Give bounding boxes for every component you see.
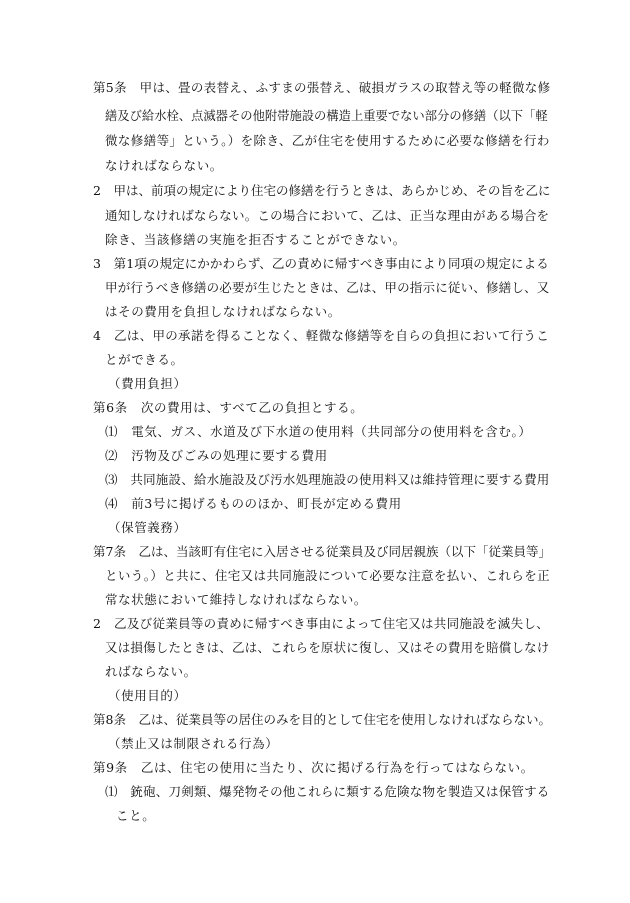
article-7-line-1: 第7条 乙は、当該町有住宅に入居させる従業員及び同居親族（以下「従業員等」 [93,544,551,559]
article-6-heading: （費用負担） [108,376,187,391]
article-6-item-2: ⑵ 汚物及びごみの処理に要する費用 [105,448,328,463]
article-9-item-1-line-2: こと。 [116,808,156,823]
article-7-line-3: 常な状態において維持しなければならない。 [105,592,368,607]
article-8-lead: 第8条 乙は、従業員等の居住のみを目的として住宅を使用しなければならない。 [93,712,551,727]
article-7-para-2-line-1: 2 乙及び従業員等の責めに帰すべき事由によって住宅又は共同施設を滅失し、 [93,616,550,631]
article-9-heading: （禁止又は制限される行為） [108,736,279,751]
article-5-line-2: 繕及び給水栓、点滅器その他附帯施設の構造上重要でない部分の修繕（以下「軽 [105,109,548,123]
article-9-item-1-line-1: ⑴ 銃砲、刀剣類、爆発物その他これらに類する危険な物を製造又は保管する [105,784,550,799]
article-5-para-4-line-1: 4 乙は、甲の承諾を得ることなく、軽微な修繕等を自らの負担において行うこ [93,328,550,343]
article-5-para-3-line-3: はその費用を負担しなければならない。 [105,304,341,319]
article-5-para-2-line-3: 除き、当該修繕の実施を拒否することができない。 [105,232,406,247]
article-9-lead: 第9条 乙は、住宅の使用に当たり、次に掲げる行為を行ってはならない。 [93,760,534,775]
article-7-para-2-line-2: 又は損傷したときは、乙は、これらを原状に復し、又はその費用を賠償しなけ [105,640,550,655]
article-5-para-3-line-2: 甲が行うべき修繕の必要が生じたときは、乙は、甲の指示に従い、修繕し、又 [105,280,550,295]
article-6-item-1: ⑴ 電気、ガス、水道及び下水道の使用料（共同部分の使用料を含む。） [105,424,532,439]
article-7-line-2: という。）と共に、住宅又は共同施設について必要な注意を払い、これらを正 [105,568,551,583]
article-5-para-3-line-1: 3 第1項の規定にかかわらず、乙の責めに帰すべき事由により同項の規定による [93,256,549,271]
article-5-para-2-line-2: 通知しなければならない。この場合において、乙は、正当な理由がある場合を [105,208,550,223]
article-7-heading: （保管義務） [108,520,187,535]
article-5-para-4-line-2: とができる。 [105,352,184,367]
article-6-lead: 第6条 次の費用は、すべて乙の負担とする。 [93,400,364,415]
article-8-heading: （使用目的） [108,688,187,703]
article-7-para-2-line-3: ればならない。 [105,664,197,679]
article-5-para-2-line-1: 2 甲は、前項の規定により住宅の修繕を行うときは、あらかじめ、その旨を乙に [93,183,551,198]
article-6-item-3: ⑶ 共同施設、給水施設及び汚水処理施設の使用料又は維持管理に要する費用 [105,472,550,487]
article-5-line-1: 第5条 甲は、畳の表替え、ふすまの張替え、破損ガラスの取替え等の軽微な修 [93,80,551,95]
article-5-line-4: なければならない。 [105,158,223,173]
article-6-item-4: ⑷ 前3号に掲げるもののほか、町長が定める費用 [105,496,402,511]
article-5-line-3: 微な修繕等」という。）を除き、乙が住宅を使用するために必要な修繕を行わ [105,133,550,148]
